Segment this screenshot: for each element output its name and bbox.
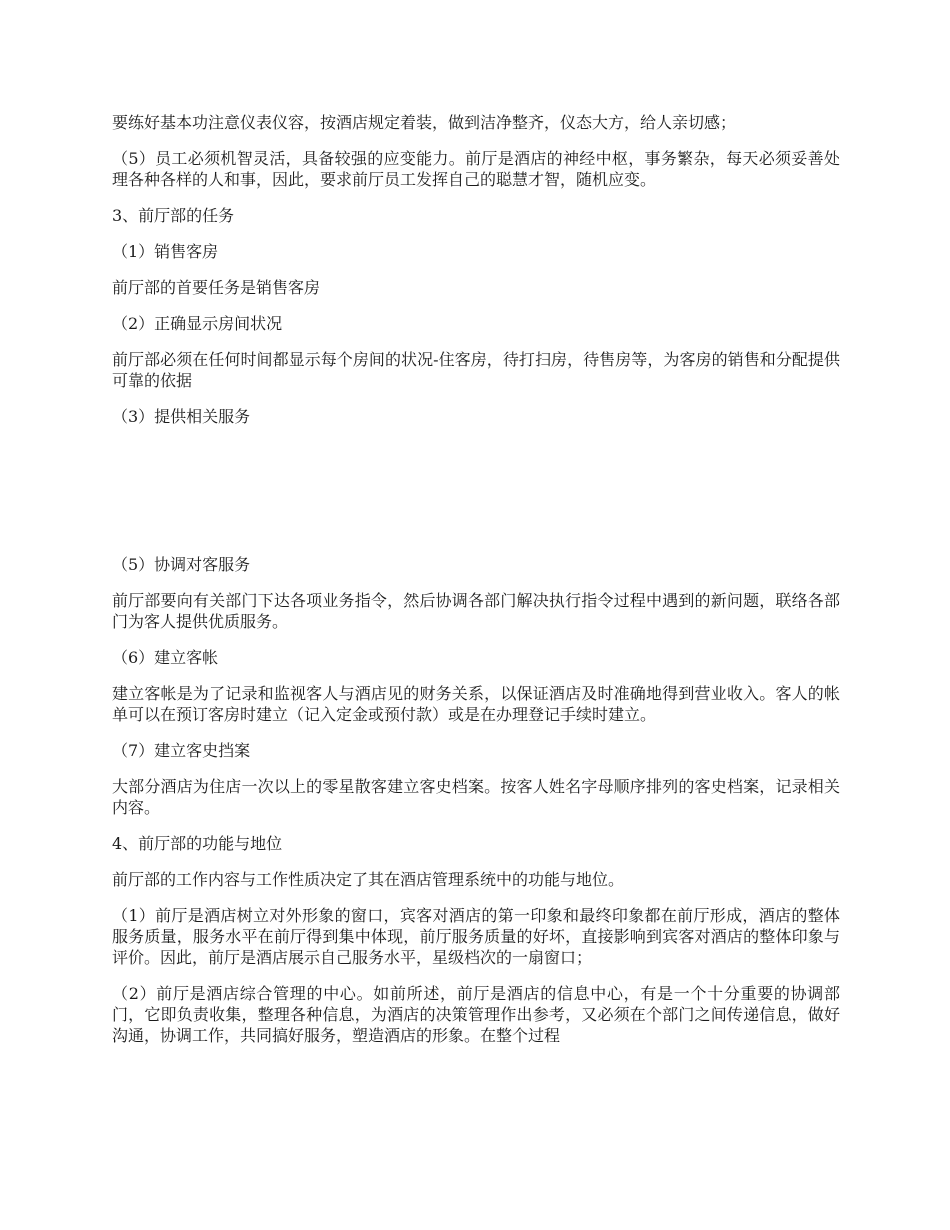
subheading-coordinate-services: （5）协调对客服务 — [112, 555, 251, 574]
subheading-guest-accounts: （6）建立客帐 — [112, 648, 219, 667]
blank-space — [112, 442, 840, 554]
subheading-sell-rooms: （1）销售客房 — [112, 242, 219, 261]
paragraph-room-status: 前厅部必须在任何时间都显示每个房间的状况-住客房，待打扫房，待售房等，为客房的销售和分配提供可靠的依据 — [112, 350, 840, 390]
paragraph-sell-rooms: 前厅部的首要任务是销售客房 — [112, 278, 321, 297]
paragraph-guest-history: 大部分酒店为住店一次以上的零星散客建立客史档案。按客人姓名字母顺序排列的客史档案，记录相关内容。 — [112, 777, 840, 817]
paragraph-coordinate-services: 前厅部要向有关部门下达各项业务指令，然后协调各部门解决执行指令过程中遇到的新问题，联络各部门为客人提供优质服务。 — [112, 591, 840, 631]
subheading-related-services: （3）提供相关服务 — [112, 407, 251, 426]
paragraph-management-center: （2）前厅是酒店综合管理的中心。如前所述，前厅是酒店的信息中心，有是一个十分重要的协调部门，它即负责收集，整理各种信息，为酒店的决策管理作出参考，又必须在个部门之间传递信息，做好沟通，协调工作，共同搞好服务，塑造酒店的形象。在整个过程 — [112, 984, 840, 1045]
paragraph-appearance-requirement: 要练好基本功注意仪表仪容，按酒店规定着装，做到洁净整齐，仪态大方，给人亲切感； — [112, 113, 737, 132]
paragraph-guest-accounts: 建立客帐是为了记录和监视客人与酒店见的财务关系，以保证酒店及时准确地得到营业收入。客人的帐单可以在预订客房时建立（记入定金或预付款）或是在办理登记手续时建立。 — [112, 684, 840, 724]
subheading-guest-history: （7）建立客史挡案 — [112, 741, 251, 760]
document-body — [112, 112, 840, 1061]
paragraph-front-window: （1）前厅是酒店树立对外形象的窗口，宾客对酒店的第一印象和最终印象都在前厅形成，酒店的整体服务质量，服务水平在前厅得到集中体现，前厅服务质量的好坏，直接影响到宾客对酒店的整体印象与评价。因此，前厅是酒店展示自己服务水平，星级档次的一扇窗口； — [112, 906, 840, 967]
section-heading-functions: 4、前厅部的功能与地位 — [112, 834, 283, 853]
subheading-room-status: （2）正确显示房间状况 — [112, 314, 283, 333]
paragraph-adaptability-requirement: （5）员工必须机智灵活，具备较强的应变能力。前厅是酒店的神经中枢，事务繁杂，每天必须妥善处理各种各样的人和事，因此，要求前厅员工发挥自己的聪慧才智，随机应变。 — [112, 149, 840, 189]
paragraph-functions-intro: 前厅部的工作内容与工作性质决定了其在酒店管理系统中的功能与地位。 — [112, 870, 625, 889]
section-heading-tasks: 3、前厅部的任务 — [112, 206, 235, 225]
